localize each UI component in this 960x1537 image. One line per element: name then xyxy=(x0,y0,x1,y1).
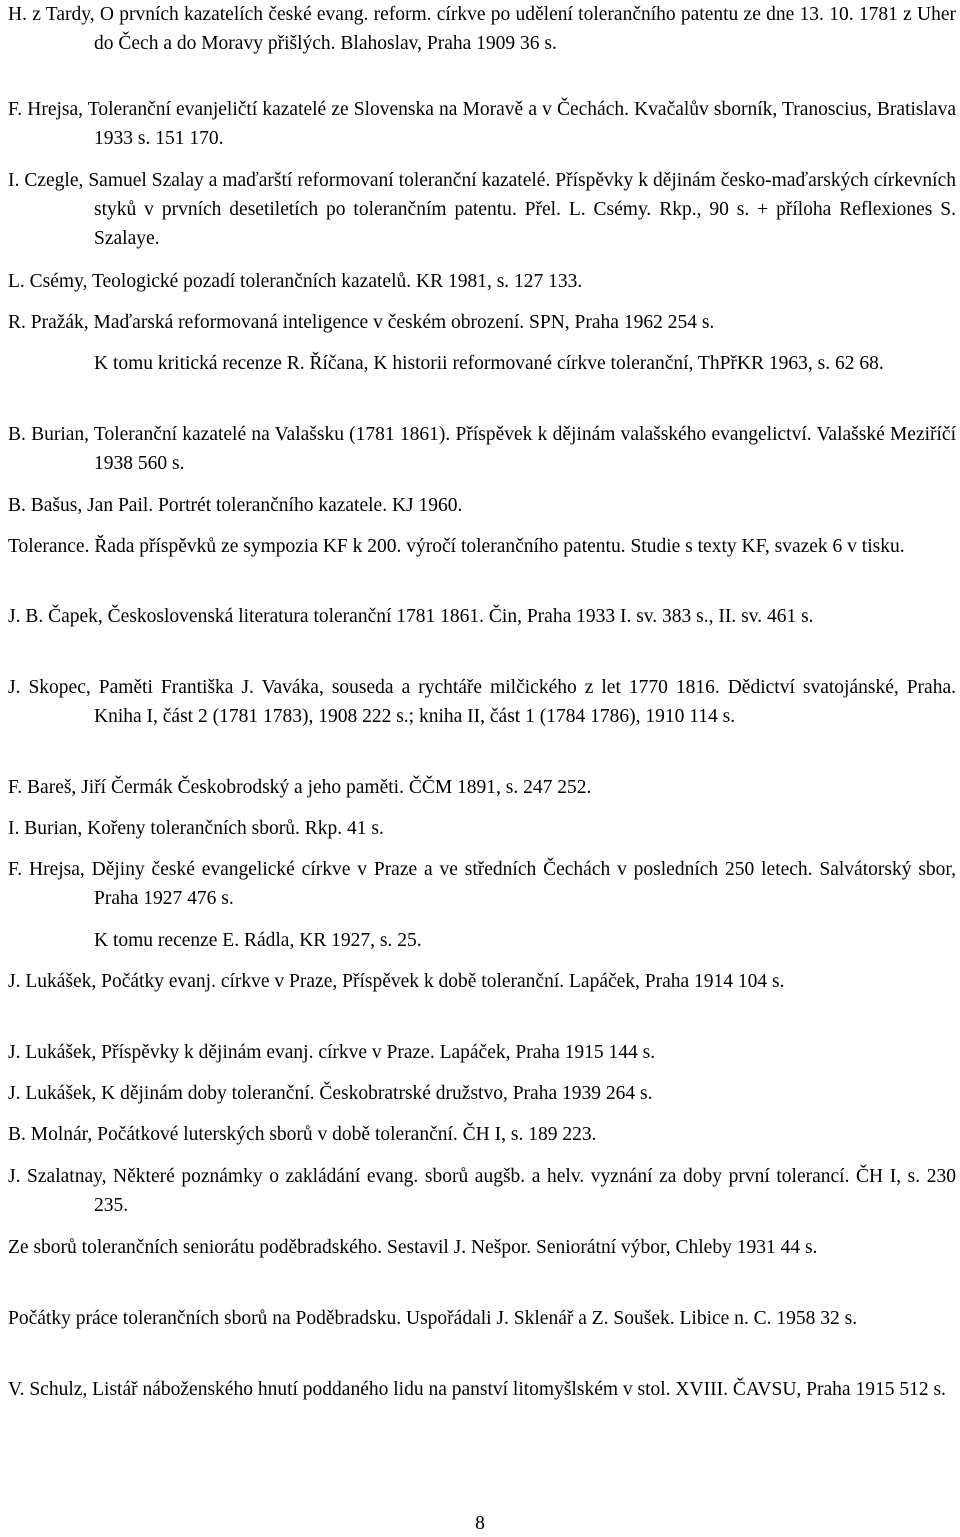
bibliography-entry: J. Skopec, Paměti Františka J. Vaváka, souseda a rychtáře milčického z let 1770 1816. Dědictví svatojánské, Praha. Kniha I, část 2 (1781 1783), 1908 222 s.; kniha II, část 1 (1784 1786), 1910 114 s. xyxy=(8,677,956,727)
page-number: 8 xyxy=(475,1513,485,1534)
bibliography-entry: J. Lukášek, Příspěvky k dějinám evanj. církve v Praze. Lapáček, Praha 1915 144 s. xyxy=(8,1042,656,1063)
bibliography-entry: V. Schulz, Listář náboženského hnutí poddaného lidu na panství litomyšlském v stol. XVIII. ČAVSU, Praha 1915 512 s. xyxy=(8,1379,946,1400)
bibliography-entry: F. Hrejsa, Dějiny české evangelické církve v Praze a ve středních Čechách v posledních 250 letech. Salvátorský sbor, Praha 1927 476 s. xyxy=(8,859,956,909)
bibliography-entry: L. Csémy, Teologické pozadí tolerančních kazatelů. KR 1981, s. 127 133. xyxy=(8,271,583,292)
bibliography-entry: I. Burian, Kořeny tolerančních sborů. Rkp. 41 s. xyxy=(8,818,384,839)
bibliography-entry: Počátky práce tolerančních sborů na Poděbradsku. Uspořádali J. Sklenář a Z. Soušek. Libice n. C. 1958 32 s. xyxy=(8,1308,858,1329)
bibliography-entry: Tolerance. Řada příspěvků ze sympozia KF k 200. výročí tolerančního patentu. Studie s texty KF, svazek 6 v tisku. xyxy=(8,536,905,557)
bibliography-entry: Ze sborů tolerančních seniorátu poděbradského. Sestavil J. Nešpor. Seniorátní výbor, Chleby 1931 44 s. xyxy=(8,1237,818,1258)
bibliography-entry: J. Lukášek, Počátky evanj. církve v Praze, Příspěvek k době toleranční. Lapáček, Praha 1914 104 s. xyxy=(8,971,785,992)
review-note: K tomu recenze E. Rádla, KR 1927, s. 25. xyxy=(94,930,422,951)
bibliography-entry: H. z Tardy, O prvních kazatelích české evang. reform. církve po udělení tolerančního patentu ze dne 13. 10. 1781 z Uher do Čech a do Moravy přišlých. Blahoslav, Praha 1909 36 s. xyxy=(8,4,956,54)
bibliography-entry: J. B. Čapek, Československá literatura toleranční 1781 1861. Čin, Praha 1933 I. sv. 383 s., II. sv. 461 s. xyxy=(8,606,814,627)
bibliography-entry: J. Szalatnay, Některé poznámky o zakládání evang. sborů augšb. a helv. vyznání za doby první tolerancí. ČH I, s. 230 235. xyxy=(8,1166,956,1216)
bibliography-entry: F. Bareš, Jiří Čermák Českobrodský a jeho paměti. ČČM 1891, s. 247 252. xyxy=(8,777,592,798)
bibliography-entry: I. Czegle, Samuel Szalay a maďarští reformovaní toleranční kazatelé. Příspěvky k dějinám česko-maďarských církevních styků v prvních desetiletích po tolerančním patentu. Přel. L. Csémy. Rkp., 90 s. + příloha Reflexiones S. Szalaye. xyxy=(8,170,956,249)
bibliography-entry: F. Hrejsa, Toleranční evanjeličtí kazatelé ze Slovenska na Moravě a v Čechách. Kvačalův sborník, Tranoscius, Bratislava 1933 s. 151 170. xyxy=(8,99,956,149)
review-note: K tomu kritická recenze R. Říčana, K historii reformované církve toleranční, ThPřKR 1963, s. 62 68. xyxy=(94,353,884,374)
bibliography-entry: R. Pražák, Maďarská reformovaná inteligence v českém obrození. SPN, Praha 1962 254 s. xyxy=(8,312,715,333)
bibliography-entry: B. Bašus, Jan Pail. Portrét tolerančního kazatele. KJ 1960. xyxy=(8,495,463,516)
bibliography-entry: B. Molnár, Počátkové luterských sborů v době toleranční. ČH I, s. 189 223. xyxy=(8,1124,597,1145)
bibliography-entry: B. Burian, Toleranční kazatelé na Valašsku (1781 1861). Příspěvek k dějinám valašského evangelictví. Valašské Meziříčí 1938 560 s. xyxy=(8,424,956,474)
bibliography-entry: J. Lukášek, K dějinám doby toleranční. Českobratrské družstvo, Praha 1939 264 s. xyxy=(8,1083,653,1104)
